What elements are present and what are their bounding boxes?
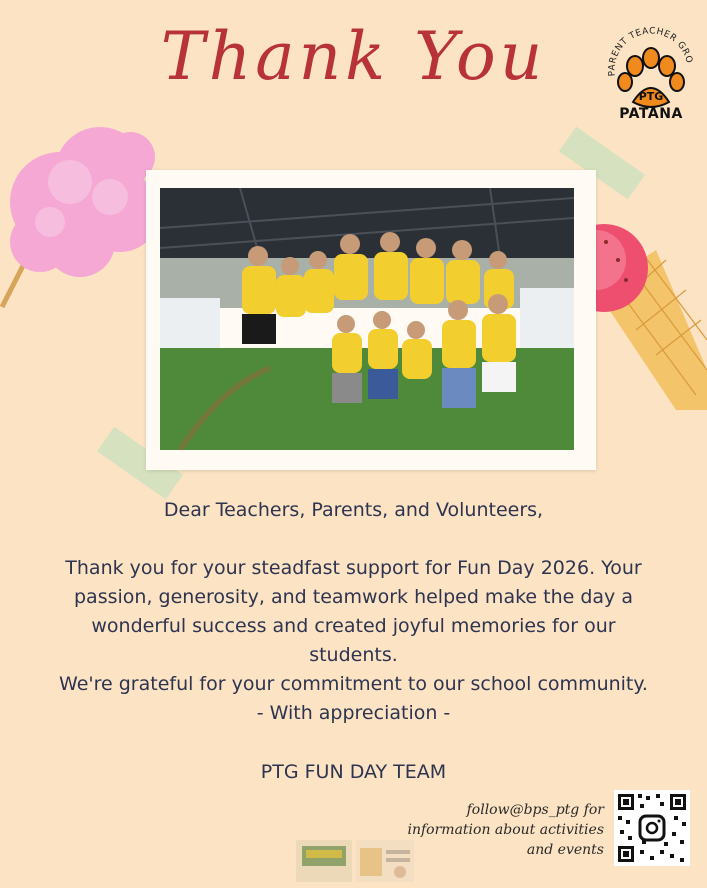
follow-line: follow@bps_ptg for xyxy=(466,802,604,818)
qr-code[interactable] xyxy=(614,790,690,866)
letter-body-line: Thank you for your steadfast support for Fun Day 2026. Your xyxy=(65,557,642,579)
letter-body-line: We're grateful for your commitment to our school community. xyxy=(59,673,648,695)
letter-signature: PTG FUN DAY TEAM xyxy=(260,761,447,783)
logo-name: PATANA xyxy=(619,106,683,122)
thumbnail-strip xyxy=(296,838,416,884)
group-photo-icon xyxy=(160,188,574,450)
follow-line: information about activities xyxy=(407,822,604,838)
letter-body-line: passion, generosity, and teamwork helped make the day a xyxy=(74,586,633,608)
logo-badge-text: PTG xyxy=(638,90,664,103)
thumbnail-images-icon xyxy=(296,838,416,884)
follow-line: and events xyxy=(526,842,604,858)
letter-greeting: Dear Teachers, Parents, and Volunteers, xyxy=(163,499,544,521)
page-title: Thank You xyxy=(160,18,547,95)
logo-arc-text: PARENT TEACHER GRO xyxy=(607,26,694,77)
letter-body-line: students. xyxy=(309,644,398,666)
paw-icon xyxy=(605,24,697,114)
group-photo xyxy=(160,188,574,450)
letter-body-line: wonderful success and created joyful memories for our xyxy=(91,615,616,637)
letter-closing: - With appreciation - xyxy=(256,702,451,724)
follow-note xyxy=(388,800,604,860)
instagram-qr-icon xyxy=(614,790,690,866)
letter-body xyxy=(0,554,707,728)
cotton-candy-illustration xyxy=(0,112,170,312)
